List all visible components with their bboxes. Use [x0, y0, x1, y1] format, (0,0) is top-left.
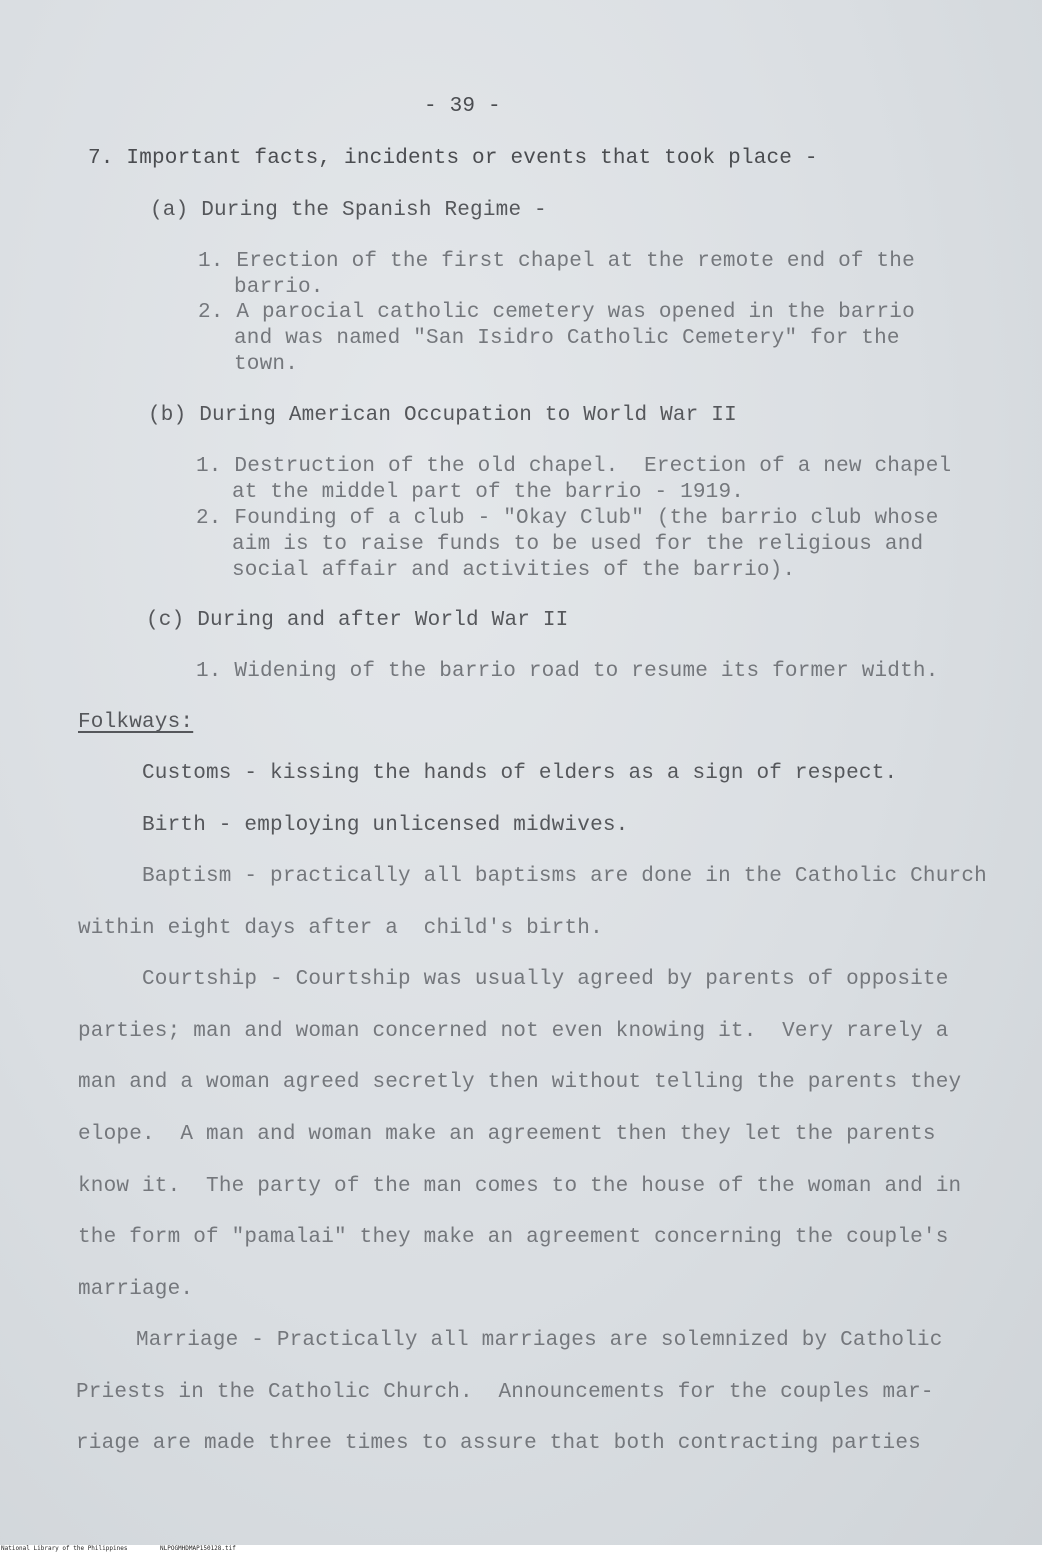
courtship-line: parties; man and woman concerned not even knowing it. Very rarely a	[78, 1020, 949, 1043]
courtship-line: marriage.	[78, 1278, 194, 1301]
courtship-line: Courtship - Courtship was usually agreed by parents of opposite	[142, 968, 949, 991]
page-number: - 39 -	[424, 95, 501, 118]
marriage-line: Priests in the Catholic Church. Announcements for the couples mar-	[76, 1381, 934, 1404]
list-item-line: 2. A parocial catholic cemetery was opened in the barrio	[198, 301, 915, 324]
customs-paragraph: Customs - kissing the hands of elders as a sign of respect.	[142, 762, 898, 785]
courtship-line: know it. The party of the man comes to the house of the woman and in	[78, 1175, 962, 1198]
marriage-line: Marriage - Practically all marriages are solemnized by Catholic	[136, 1329, 943, 1352]
courtship-line: man and a woman agreed secretly then without telling the parents they	[78, 1071, 962, 1094]
list-item-line: 1. Destruction of the old chapel. Erection of a new chapel	[196, 455, 952, 478]
list-item-line: 1. Erection of the first chapel at the remote end of the	[198, 250, 915, 273]
footer-library: National Library of the Philippines	[1, 1545, 128, 1552]
marriage-line: riage are made three times to assure that both contracting parties	[76, 1432, 921, 1455]
section-a-heading: (a) During the Spanish Regime -	[150, 199, 547, 222]
list-item-line: 1. Widening of the barrio road to resume its former width.	[196, 660, 939, 683]
footer-filename: NLPOGMHDMAP150128.tif	[160, 1545, 236, 1552]
folkways-heading: Folkways:	[78, 711, 194, 734]
list-item-line: aim is to raise funds to be used for the religious and	[232, 533, 924, 556]
list-item-line: and was named "San Isidro Catholic Cemetery" for the	[234, 327, 900, 350]
courtship-line: elope. A man and woman make an agreement then they let the parents	[78, 1123, 936, 1146]
birth-paragraph: Birth - employing unlicensed midwives.	[142, 814, 629, 837]
list-item-line: 2. Founding of a club - "Okay Club" (the barrio club whose	[196, 507, 939, 530]
section-7-heading: 7. Important facts, incidents or events that took place -	[88, 147, 818, 170]
list-item-line: at the middel part of the barrio - 1919.	[232, 481, 745, 504]
scan-footer	[0, 1545, 1042, 1553]
baptism-line: Baptism - practically all baptisms are done in the Catholic Church	[142, 865, 987, 888]
section-b-heading: (b) During American Occupation to World War II	[148, 404, 737, 427]
list-item-line: town.	[234, 353, 299, 376]
list-item-line: social affair and activities of the barrio).	[232, 559, 796, 582]
courtship-line: the form of "pamalai" they make an agreement concerning the couple's	[78, 1226, 949, 1249]
baptism-line: within eight days after a child's birth.	[78, 917, 603, 940]
list-item-line: barrio.	[234, 276, 324, 299]
section-c-heading: (c) During and after World War II	[146, 609, 569, 632]
